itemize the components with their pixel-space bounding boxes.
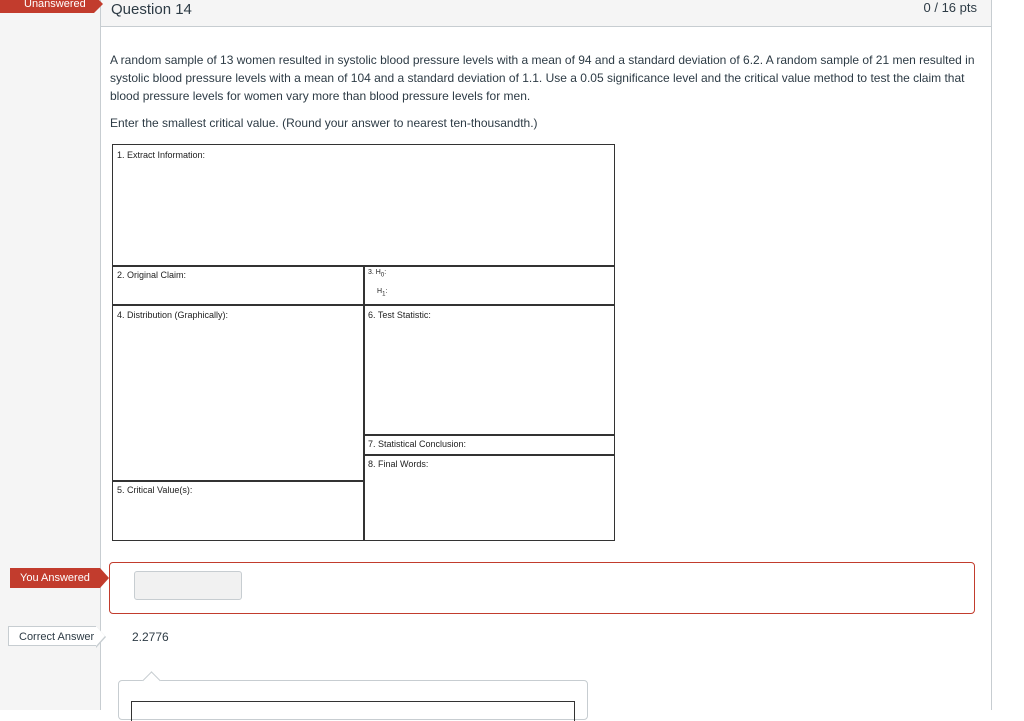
answer-container [109,562,975,614]
worksheet-divider [363,265,365,541]
extract-information-label: 1. Extract Information: [117,150,206,160]
question-header [101,0,991,27]
worksheet-divider [364,434,614,436]
hypothesis-test-worksheet [112,144,615,541]
answer-input[interactable] [134,571,242,600]
original-claim-label: 2. Original Claim: [117,270,187,280]
you-answered-badge: You Answered [10,568,100,588]
question-points: 0 / 16 pts [923,0,977,15]
worksheet-divider [364,454,614,456]
distribution-label: 4. Distribution (Graphically): [117,310,229,320]
correct-answer-value: 2.2776 [132,630,169,644]
null-hypothesis-label: 3. $H_0$: [368,269,387,279]
final-words-label: 8. Final Words: [368,459,429,469]
unanswered-badge: Unanswered [0,0,94,13]
comment-box [118,680,588,720]
comment-image [131,701,575,721]
question-text: A random sample of 13 women resulted in systolic blood pressure levels with a mean of 94 and a standard deviation of 6.2. A random sample of 21 men resulted in systolic blood pressure levels with a mean of 104 and a standard deviation of 1.1. Use a 0.05 significance level and the critical value method to test the claim that blood pressure levels for women vary more than blood pressure levels for men. [110,53,975,103]
critical-values-label: 5. Critical Value(s): [117,485,193,495]
test-statistic-label: 6. Test Statistic: [368,310,431,320]
correct-answer-badge: Correct Answer [8,626,96,646]
alternative-hypothesis-label: $H_1$: [377,288,388,298]
left-status-column [0,0,100,710]
statistical-conclusion-label: 7. Statistical Conclusion: [368,439,467,449]
worksheet-divider [113,480,364,482]
question-title: Question 14 [111,1,192,18]
question-prompt: Enter the smallest critical value. (Round your answer to nearest ten-thousandth.) [110,116,538,130]
